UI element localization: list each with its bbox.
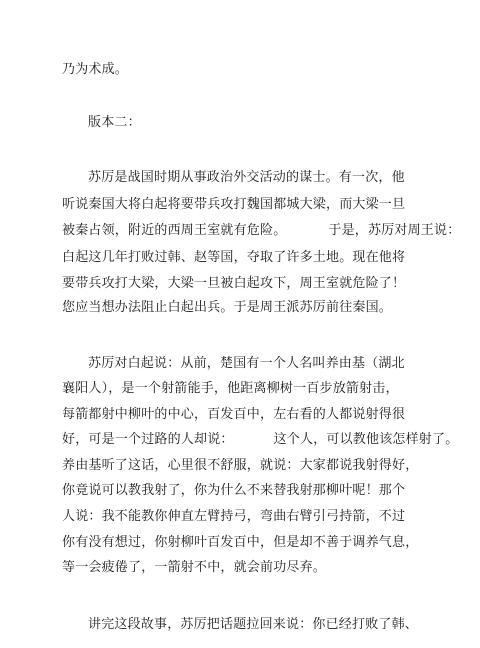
- paragraph-line: 养由基听了这话，心里很不舒服，就说：大家都说我射得好，: [62, 458, 419, 473]
- paragraph-line-segment: 这个人，可以教他该怎样射了。: [273, 432, 459, 447]
- paragraph-line: 襄阳人），是一个射箭能手，他距离柳树一百步放箭射击，: [62, 381, 399, 396]
- paragraph-line: 人说：我不能教你伸直左臂持弓，弯曲右臂引弓持箭，不过: [62, 509, 406, 524]
- paragraph-line-segment: 于是，苏厉对周王说：: [328, 223, 461, 238]
- paragraph-line: 你有没有想过，你射柳叶百发百中，但是却不善于调养气息，: [62, 535, 419, 550]
- paragraph-line: 要带兵攻打大梁，大梁一旦被白起攻下，周王室就危险了！: [62, 276, 406, 291]
- top-fragment: 乃为术成。: [62, 62, 129, 77]
- paragraph-line: [62, 431, 458, 449]
- paragraph-line: 等一会疲倦了，一箭射不中，就会前功尽弃。: [62, 560, 327, 575]
- paragraph-line: 苏厉是战国时期从事政治外交活动的谋士。有一次，他: [88, 170, 405, 185]
- version-heading: 版本二：: [88, 115, 141, 130]
- paragraph-line-segment: 被秦占领，附近的西周王室就有危险。: [62, 223, 287, 238]
- paragraph-line-segment: 好，可是一个过路的人却说：: [62, 432, 234, 447]
- paragraph-line: [62, 222, 460, 240]
- paragraph-line: 讲完这段故事，苏厉把话题拉回来说：你已经打败了韩、: [88, 617, 419, 632]
- paragraph-line: 听说秦国大将白起将要带兵攻打魏国都城大梁，而大梁一旦: [62, 197, 406, 212]
- paragraph-line: 每箭都射中柳叶的中心，百发百中，左右看的人都说射得很: [62, 407, 406, 422]
- paragraph-line: 您应当想办法阻止白起出兵。于是周王派苏厉前往秦国。: [62, 300, 393, 315]
- paragraph-line: 你竟说可以教我射了，你为什么不来替我射那柳叶呢！那个: [62, 483, 406, 498]
- paragraph-line: 白起这几年打败过韩、赵等国，夺取了许多土地。现在他将: [62, 250, 406, 265]
- paragraph-line: 苏厉对白起说：从前，楚国有一个人名叫养由基（湖北: [88, 356, 405, 371]
